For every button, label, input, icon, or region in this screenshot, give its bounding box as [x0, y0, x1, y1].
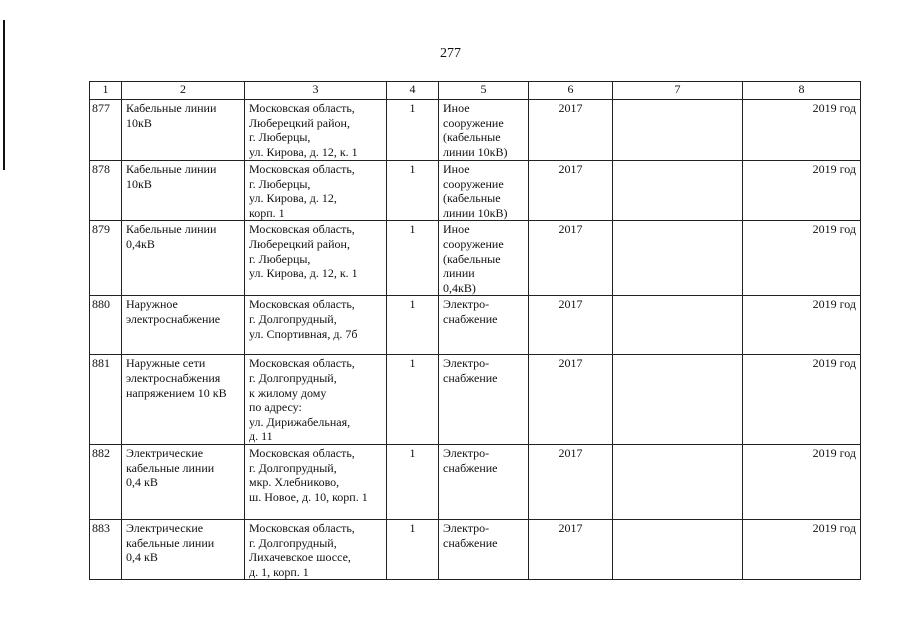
object-address-line: Лихачевское шоссе,	[249, 550, 351, 565]
row-number: 879	[90, 221, 122, 296]
object-type-line: (кабельные	[443, 251, 501, 266]
object-address-line: г. Люберцы,	[249, 130, 311, 145]
object-address-line: г. Люберцы,	[249, 176, 311, 191]
object-address-line: Московская область,	[249, 520, 355, 535]
object-address-line: д. 11	[249, 429, 273, 444]
object-name-line: напряжением 10 кВ	[126, 385, 227, 400]
object-address	[245, 296, 387, 355]
table-row	[90, 100, 861, 161]
object-type-line: линии 10кВ)	[443, 205, 508, 220]
object-name-line: Кабельные линии	[126, 222, 217, 237]
object-name-line: 0,4кВ	[126, 236, 155, 251]
object-address-line: Люберецкий район,	[249, 115, 350, 130]
column-header: 6	[529, 82, 613, 100]
object-type-line: Электро-	[443, 520, 490, 535]
object-type-line: линии	[443, 266, 475, 281]
object-type	[439, 221, 529, 296]
object-name-line: Кабельные линии	[126, 101, 217, 115]
object-type-line: линии 10кВ)	[443, 144, 508, 159]
row-number: 880	[90, 296, 122, 355]
quantity: 1	[387, 161, 439, 221]
table-row	[90, 221, 861, 296]
column-7-cell	[613, 100, 743, 161]
object-type	[439, 296, 529, 355]
object-name	[122, 444, 245, 519]
object-name-line: кабельные линии	[126, 535, 215, 550]
object-address	[245, 444, 387, 519]
table-row	[90, 355, 861, 445]
object-type-line: снабжение	[443, 460, 498, 475]
object-type-line: Электро-	[443, 356, 490, 371]
column-header: 4	[387, 82, 439, 100]
column-7-cell	[613, 355, 743, 445]
object-type-line: снабжение	[443, 311, 498, 326]
term: 2019 год	[743, 355, 861, 445]
object-type-line: снабжение	[443, 535, 498, 550]
object-name-line: Кабельные линии	[126, 162, 217, 176]
object-name-line: Электрические	[126, 445, 204, 460]
row-number: 881	[90, 355, 122, 445]
registry-table	[89, 81, 861, 580]
object-address-line: корп. 1	[249, 205, 285, 220]
object-address	[245, 161, 387, 221]
row-number: 877	[90, 100, 122, 161]
row-number: 878	[90, 161, 122, 221]
quantity: 1	[387, 100, 439, 161]
object-name	[122, 100, 245, 161]
object-address-line: мкр. Хлебниково,	[249, 475, 340, 490]
object-address-line: г. Долгопрудный,	[249, 535, 337, 550]
object-address-line: ш. Новое, д. 10, корп. 1	[249, 489, 368, 504]
object-name-line: 0,4 кВ	[126, 550, 158, 565]
object-name-line: Наружные сети	[126, 356, 206, 371]
column-header: 1	[90, 82, 122, 100]
object-name-line: электроснабжения	[126, 370, 221, 385]
object-name	[122, 296, 245, 355]
row-number: 883	[90, 519, 122, 579]
object-type-line: (кабельные	[443, 130, 501, 145]
quantity: 1	[387, 444, 439, 519]
object-name-line: кабельные линии	[126, 460, 215, 475]
table-row	[90, 296, 861, 355]
object-address-line: Московская область,	[249, 162, 355, 176]
object-type-line: сооружение	[443, 115, 504, 130]
quantity: 1	[387, 355, 439, 445]
year: 2017	[529, 355, 613, 445]
object-type-line: (кабельные	[443, 191, 501, 206]
column-7-cell	[613, 161, 743, 221]
object-address-line: д. 1, корп. 1	[249, 564, 309, 579]
object-address-line: Московская область,	[249, 222, 355, 237]
object-address-line: г. Долгопрудный,	[249, 370, 337, 385]
object-type-line: Иное	[443, 101, 470, 115]
object-address-line: ул. Кирова, д. 12,	[249, 191, 337, 206]
table-row	[90, 444, 861, 519]
object-name-line: электроснабжение	[126, 311, 221, 326]
column-header: 7	[613, 82, 743, 100]
object-type-line: Электро-	[443, 445, 490, 460]
object-type-line: сооружение	[443, 236, 504, 251]
year: 2017	[529, 444, 613, 519]
term: 2019 год	[743, 444, 861, 519]
object-address-line: г. Люберцы,	[249, 251, 311, 266]
term: 2019 год	[743, 296, 861, 355]
object-name-line: 0,4 кВ	[126, 475, 158, 490]
quantity: 1	[387, 519, 439, 579]
object-address-line: ул. Спортивная, д. 7б	[249, 326, 358, 341]
object-name-line: Наружное	[126, 297, 178, 312]
object-type-line: 0,4кВ)	[443, 280, 476, 295]
object-type-line: Иное	[443, 162, 470, 176]
object-type	[439, 161, 529, 221]
object-type-line: сооружение	[443, 176, 504, 191]
object-type	[439, 519, 529, 579]
object-address-line: г. Долгопрудный,	[249, 460, 337, 475]
column-header: 3	[245, 82, 387, 100]
object-type-line: снабжение	[443, 370, 498, 385]
column-header: 2	[122, 82, 245, 100]
column-header: 8	[743, 82, 861, 100]
page-number: 277	[440, 46, 461, 61]
year: 2017	[529, 161, 613, 221]
column-header: 5	[439, 82, 529, 100]
object-address-line: ул. Кирова, д. 12, к. 1	[249, 266, 358, 281]
term: 2019 год	[743, 519, 861, 579]
quantity: 1	[387, 221, 439, 296]
object-address-line: Московская область,	[249, 356, 355, 371]
object-address	[245, 519, 387, 579]
term: 2019 год	[743, 221, 861, 296]
object-address-line: ул. Кирова, д. 12, к. 1	[249, 144, 358, 159]
column-7-cell	[613, 221, 743, 296]
column-7-cell	[613, 444, 743, 519]
object-address-line: ул. Дирижабельная,	[249, 414, 351, 429]
year: 2017	[529, 296, 613, 355]
object-address	[245, 221, 387, 296]
year: 2017	[529, 519, 613, 579]
object-address-line: г. Долгопрудный,	[249, 311, 337, 326]
year: 2017	[529, 100, 613, 161]
year: 2017	[529, 221, 613, 296]
object-address-line: Московская область,	[249, 101, 355, 115]
object-name-line: Электрические	[126, 520, 204, 535]
term: 2019 год	[743, 100, 861, 161]
term: 2019 год	[743, 161, 861, 221]
object-type	[439, 444, 529, 519]
table-body	[90, 100, 861, 580]
table-row	[90, 519, 861, 579]
margin-bar	[3, 20, 5, 170]
quantity: 1	[387, 296, 439, 355]
object-name-line: 10кВ	[126, 176, 152, 191]
object-name	[122, 161, 245, 221]
object-address-line: Люберецкий район,	[249, 236, 350, 251]
object-name	[122, 355, 245, 445]
object-type	[439, 355, 529, 445]
object-name-line: 10кВ	[126, 115, 152, 130]
table-row	[90, 161, 861, 221]
object-address-line: к жилому дому	[249, 385, 327, 400]
column-7-cell	[613, 519, 743, 579]
row-number: 882	[90, 444, 122, 519]
object-address	[245, 100, 387, 161]
header-row	[90, 82, 861, 100]
object-name	[122, 519, 245, 579]
object-type-line: Электро-	[443, 297, 490, 312]
object-type-line: Иное	[443, 222, 470, 237]
column-7-cell	[613, 296, 743, 355]
object-type	[439, 100, 529, 161]
object-address-line: Московская область,	[249, 445, 355, 460]
object-address-line: Московская область,	[249, 297, 355, 312]
object-address-line: по адресу:	[249, 400, 302, 415]
object-address	[245, 355, 387, 445]
object-name	[122, 221, 245, 296]
